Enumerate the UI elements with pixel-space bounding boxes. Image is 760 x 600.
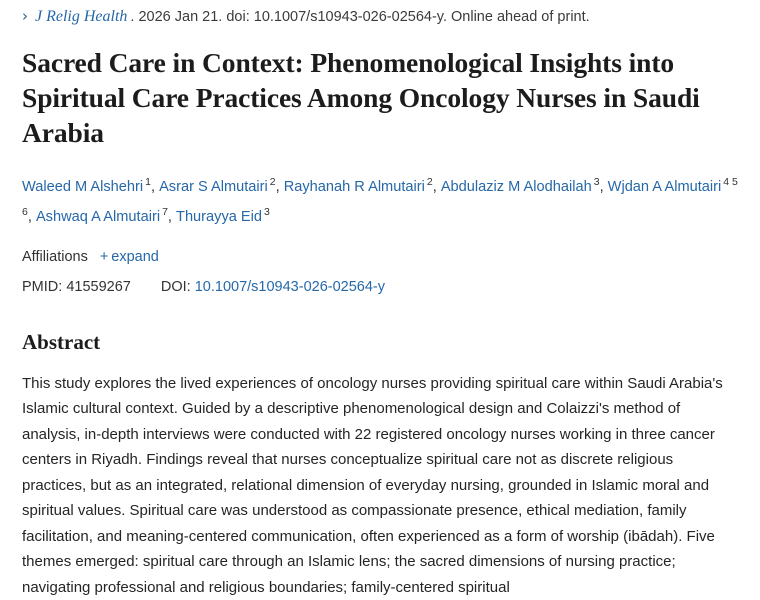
author-affiliation-marker: 2 <box>426 176 433 188</box>
author-affiliation-marker: 7 <box>162 205 168 218</box>
author-affiliation-marker: 3 <box>264 205 270 218</box>
author-link[interactable]: Asrar S Almutairi <box>159 178 268 195</box>
author-affiliation-marker: 1 <box>145 176 151 188</box>
author-link[interactable]: Thurayya Eid <box>176 208 263 225</box>
identifiers-row <box>22 277 742 297</box>
author-affiliation-marker: 2 <box>269 176 276 188</box>
expand-label: expand <box>111 248 159 265</box>
expand-affiliations-button[interactable] <box>100 247 159 267</box>
abstract-text: This study explores the lived experiences of oncology nurses providing spiritual care within Saudi Arabia's Islamic cultural context. Guided by a descriptive phenomenological design and Colaizzi's method of analysis, in-depth interviews were conducted with 22 registered oncology nurses working in three cancer centers in Riyadh. Findings reveal that nurses conceptualize spiritual care not as discrete religious practices, but as an integrated, relational dimension of everyday nursing, grounded in Islamic moral and spiritual values. Spiritual care was understood as compassionate presence, ethical mediation, family facilitation, and meaning-centered communication, often experienced as a form of worship (ibādah). Five themes emerged: spiritual care through an Islamic lens; the sacred dimensions of nursing practice; navigating professional and religious boundaries; family-centered spiritual <box>22 374 723 596</box>
affiliations-row <box>22 247 742 267</box>
doi-label: DOI: <box>160 278 191 295</box>
plus-icon: + <box>99 248 109 265</box>
author-link[interactable]: Abdulaziz M Alodhailah <box>440 178 592 195</box>
chevron-right-icon[interactable]: › <box>22 7 28 25</box>
author-link[interactable]: Ashwaq A Almutairi <box>35 208 161 225</box>
doi-link[interactable]: 10.1007/s10943-026-02564-y <box>194 278 385 295</box>
journal-name[interactable]: J Relig Health <box>35 8 128 25</box>
pmid-value: 41559267 <box>66 278 131 295</box>
affiliations-label: Affiliations <box>22 248 88 265</box>
author-list: Waleed M Alshehri $^1$, Asrar S Almutairi $^2$, Rayhanah R Almutairi $^2$, Abdulaziz M Alodhailah $^3$, Wjdan A Almutairi $^{4 5 6}$, Ashwaq A Almutairi $^7$, Thurayya Eid $^3$ <box>22 176 738 225</box>
author-link[interactable]: Waleed M Alshehri <box>22 178 144 195</box>
author-affiliation-marker: 4 5 6 <box>22 176 738 218</box>
pmid-label: PMID: <box>22 278 63 295</box>
author-link[interactable]: Rayhanah R Almutairi <box>283 178 425 195</box>
abstract-heading: Abstract <box>22 329 101 354</box>
author-affiliation-marker: 3 <box>593 176 600 188</box>
author-link[interactable]: Wjdan A Almutairi <box>607 178 722 195</box>
citation-line <box>22 0 742 27</box>
page-title: Sacred Care in Context: Phenomenological Insights into Spiritual Care Practices Among Oncology Nurses in Saudi Arabia <box>22 47 700 148</box>
citation-details: . 2026 Jan 21. doi: 10.1007/s10943-026-02564-y. Online ahead of print. <box>130 9 590 25</box>
